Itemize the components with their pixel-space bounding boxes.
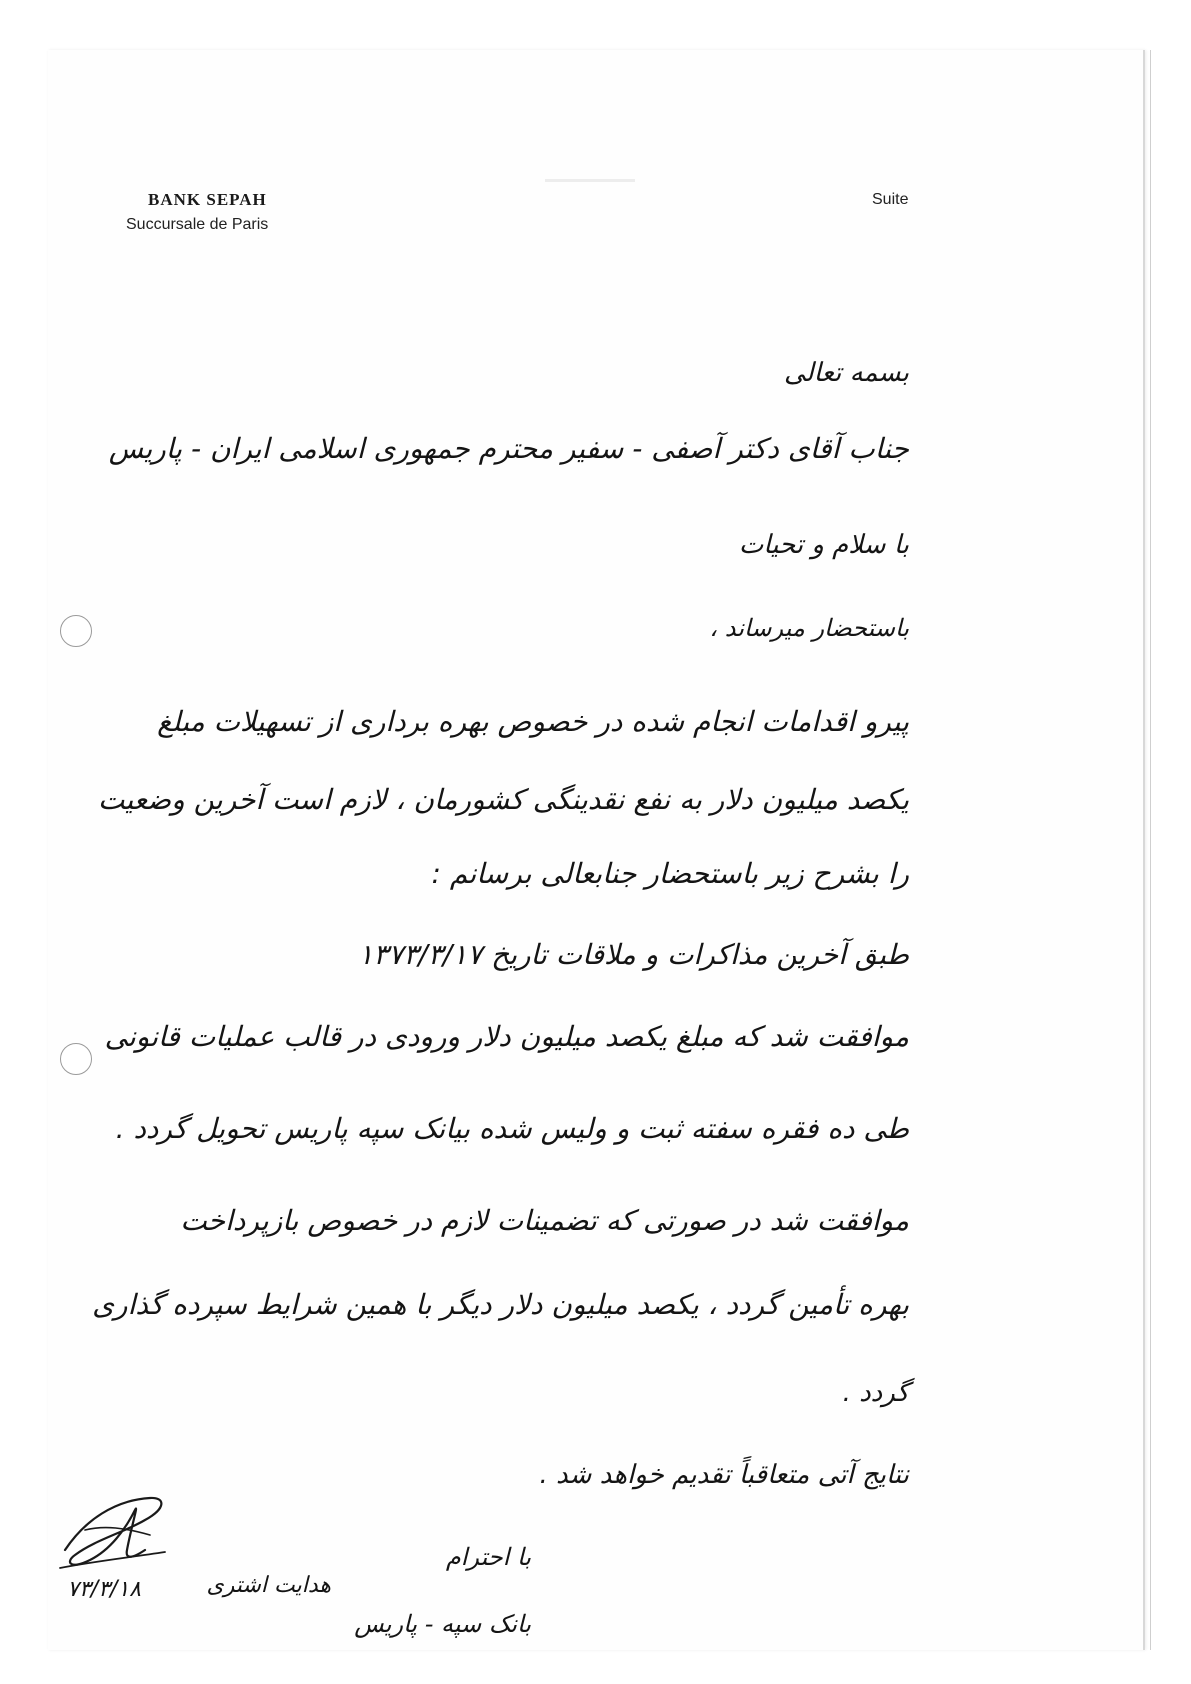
paragraph-line: گردد . [842,1378,909,1408]
punch-hole [60,615,92,647]
faint-mark [545,179,635,182]
handwritten-signature-icon [55,1480,175,1580]
signature-date: ۷۳/۳/۱۸ [67,1577,141,1602]
paragraph-line: موافقت شد در صورتی که تضمینات لازم در خصوص بازپرداخت [180,1204,909,1237]
sheet-edge [1150,50,1151,1650]
paragraph-line: موافقت شد که مبلغ یکصد میلیون دلار ورودی در قالب عملیات قانونی [104,1020,909,1053]
paragraph-line: را بشرح زیر باستحضار جنابعالی برسانم : [431,857,909,890]
paragraph-line: طبق آخرین مذاکرات و ملاقات تاریخ ۱۳۷۳/۳/۱۷ [358,938,909,971]
paragraph-line: پیرو اقدامات انجام شده در خصوص بهره برداری از تسهیلات مبلغ [157,705,909,738]
letter-addressee: جناب آقای دکتر آصفی - سفیر محترم جمهوری اسلامی ایران - پاریس [108,432,909,465]
signer-name: هدایت اشتری [206,1573,331,1598]
letter-salutation: با سلام و تحیات [738,530,909,560]
letter-results-line: نتایج آتی متعاقباً تقدیم خواهد شد . [539,1460,909,1490]
letter-greeting: بسمه تعالی [784,358,909,388]
closing-respect: با احترام [445,1543,531,1571]
page-continuation-label: Suite [872,191,909,208]
letterhead-branch: Succursale de Paris [126,216,269,233]
letter-sheet [48,50,1145,1650]
paragraph-line: یکصد میلیون دلار به نفع نقدینگی کشورمان ، لازم است آخرین وضعیت [97,783,909,816]
letterhead-bank-name: BANK SEPAH [148,190,267,209]
paragraph-line: بهره تأمین گردد ، یکصد میلیون دلار دیگر با همین شرایط سپرده گذاری [92,1288,909,1321]
letter-intro: باستحضار میرساند ، [709,614,909,642]
closing-bank-signature: بانک سپه - پاریس [354,1610,531,1638]
punch-hole [60,1043,92,1075]
paragraph-line: طی ده فقره سفته ثبت و ولیس شده بیانک سپه پاریس تحویل گردد . [115,1112,909,1145]
